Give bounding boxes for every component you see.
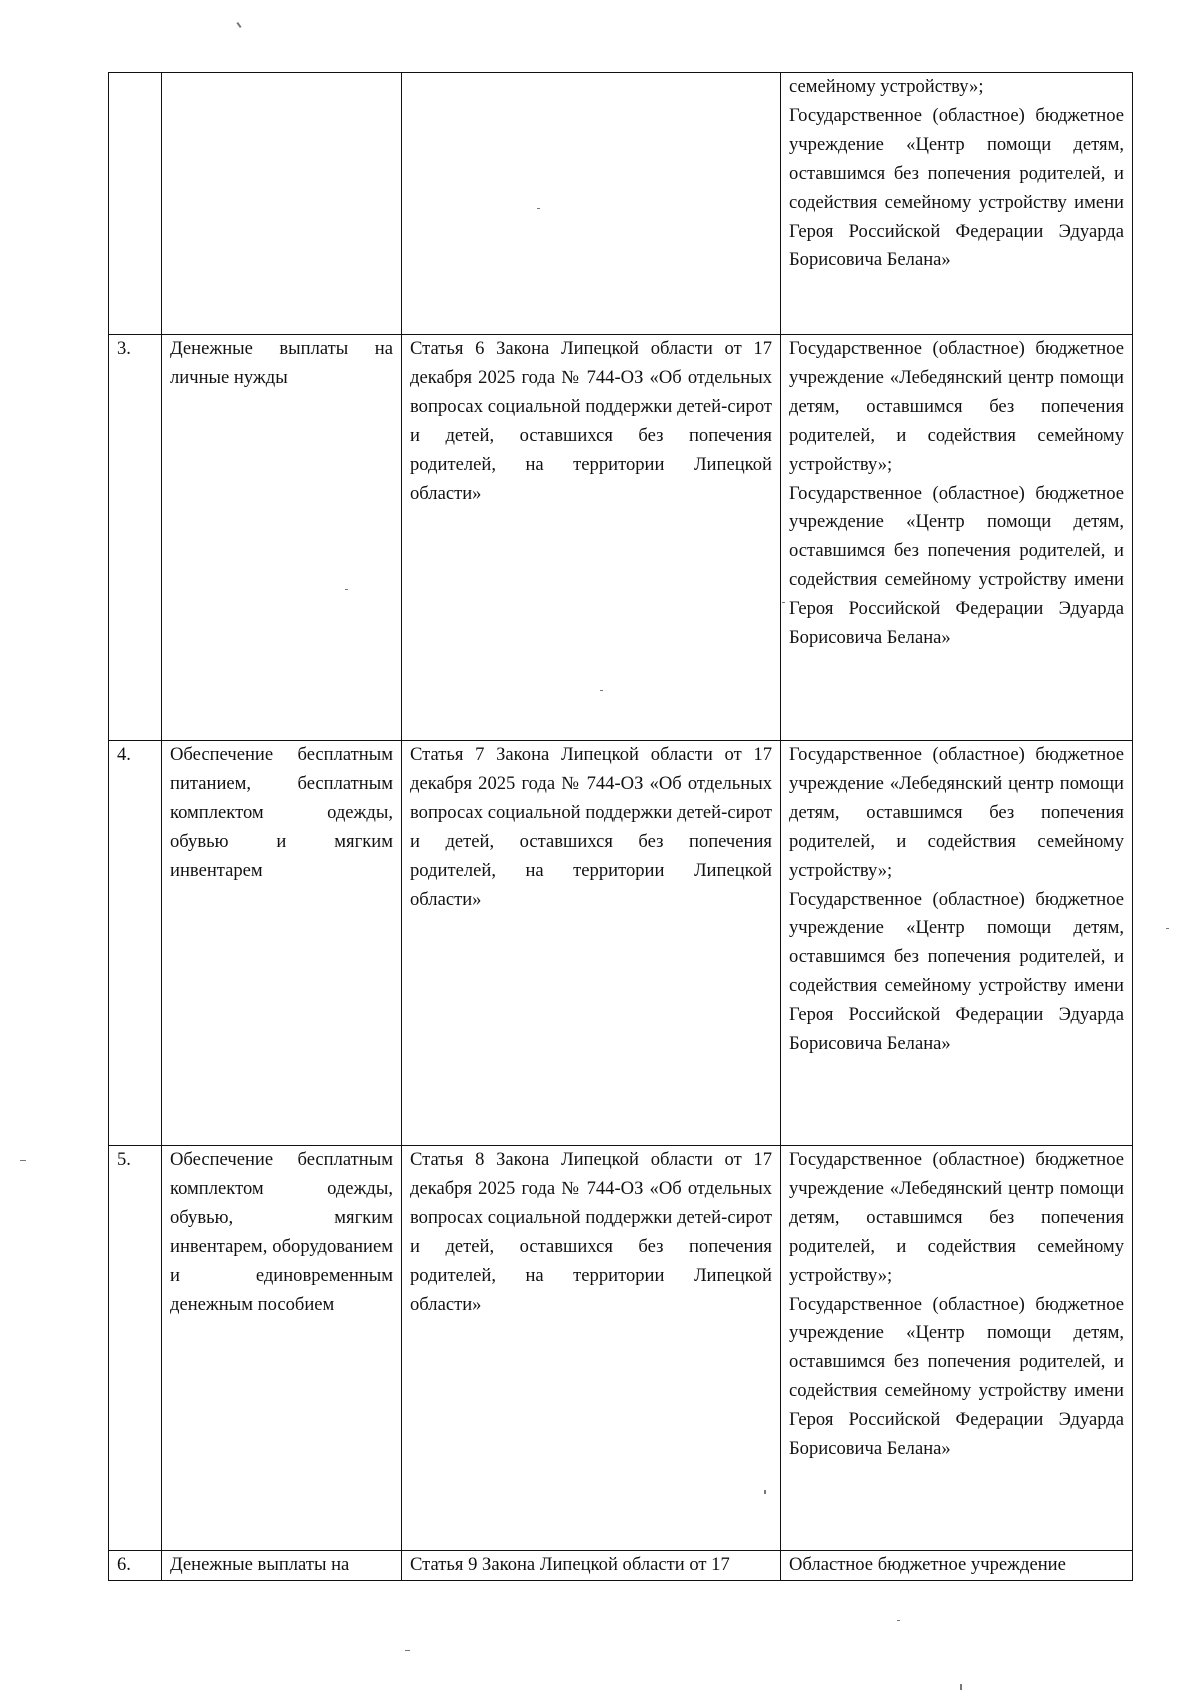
- scan-speck: [405, 1650, 410, 1651]
- organization-entry: Государственное (областное) бюджетное учреждение «Центр помощи детям, оставшимся без попечения родителей, и содействия семейному устройству имени Героя Российской Федерации Эдуарда Борисовича Белана»: [789, 104, 1124, 271]
- table-row: [109, 335, 1133, 741]
- organizations-cell: [781, 335, 1133, 741]
- scan-speck: [1166, 928, 1169, 929]
- organization-entry: Государственное (областное) бюджетное учреждение «Центр помощи детям, оставшимся без попечения родителей, и содействия семейному устройству имени Героя Российской Федерации Эдуарда Борисовича Белана»: [789, 1293, 1124, 1460]
- benefits-table: [108, 72, 1133, 1581]
- legal-basis-cell: [402, 73, 781, 335]
- benefit-name-cell: Обеспечение бесплатным комплектом одежды, обувью, мягким инвентарем, оборудованием и единовременным денежным пособием: [162, 1146, 402, 1551]
- organization-entry: Государственное (областное) бюджетное учреждение «Центр помощи детям, оставшимся без попечения родителей, и содействия семейному устройству имени Героя Российской Федерации Эдуарда Борисовича Белана»: [789, 482, 1124, 649]
- organization-entry: Государственное (областное) бюджетное учреждение «Лебедянский центр помощи детям, оставшимся без попечения родителей, и содействия семейному устройству»;: [789, 1149, 1124, 1286]
- scan-speck: [960, 1684, 962, 1690]
- row-number-cell: 3.: [109, 335, 162, 741]
- legal-basis-cell: Статья 9 Закона Липецкой области от 17: [402, 1551, 781, 1581]
- row-number-cell: 4.: [109, 741, 162, 1146]
- benefit-name-cell: [162, 73, 402, 335]
- organizations-cell: [781, 1551, 1133, 1581]
- organization-entry: Государственное (областное) бюджетное учреждение «Лебедянский центр помощи детям, оставшимся без попечения родителей, и содействия семейному устройству»;: [789, 338, 1124, 475]
- scan-speck: [897, 1620, 900, 1621]
- organizations-cell: [781, 73, 1133, 335]
- row-number-cell: 6.: [109, 1551, 162, 1581]
- organizations-cell: [781, 741, 1133, 1146]
- legal-basis-cell: Статья 8 Закона Липецкой области от 17 декабря 2025 года № 744-ОЗ «Об отдельных вопросах социальной поддержки детей-сирот и детей, оставшихся без попечения родителей, на территории Липецкой области»: [402, 1146, 781, 1551]
- table-row: [109, 1551, 1133, 1581]
- organization-entry: семейному устройству»;: [789, 76, 984, 97]
- table-row: [109, 1146, 1133, 1551]
- organizations-cell: [781, 1146, 1133, 1551]
- row-number-cell: 5.: [109, 1146, 162, 1551]
- benefit-name-cell: Обеспечение бесплатным питанием, бесплатным комплектом одежды, обувью и мягким инвентарем: [162, 741, 402, 1146]
- benefit-name-cell: Денежные выплаты на: [162, 1551, 402, 1581]
- table-row: [109, 73, 1133, 335]
- legal-basis-cell: Статья 6 Закона Липецкой области от 17 декабря 2025 года № 744-ОЗ «Об отдельных вопросах социальной поддержки детей-сирот и детей, оставшихся без попечения родителей, на территории Липецкой области»: [402, 335, 781, 741]
- legal-basis-cell: Статья 7 Закона Липецкой области от 17 декабря 2025 года № 744-ОЗ «Об отдельных вопросах социальной поддержки детей-сирот и детей, оставшихся без попечения родителей, на территории Липецкой области»: [402, 741, 781, 1146]
- benefit-name-cell: Денежные выплаты на личные нужды: [162, 335, 402, 741]
- organization-entry: Областное бюджетное учреждение: [789, 1554, 1066, 1575]
- row-number-cell: [109, 73, 162, 335]
- table-row: [109, 741, 1133, 1146]
- organization-entry: Государственное (областное) бюджетное учреждение «Центр помощи детям, оставшимся без попечения родителей, и содействия семейному устройству имени Героя Российской Федерации Эдуарда Борисовича Белана»: [789, 888, 1124, 1055]
- organization-entry: Государственное (областное) бюджетное учреждение «Лебедянский центр помощи детям, оставшимся без попечения родителей, и содействия семейному устройству»;: [789, 744, 1124, 881]
- scan-speck: [236, 22, 241, 28]
- scan-speck: [20, 1160, 26, 1161]
